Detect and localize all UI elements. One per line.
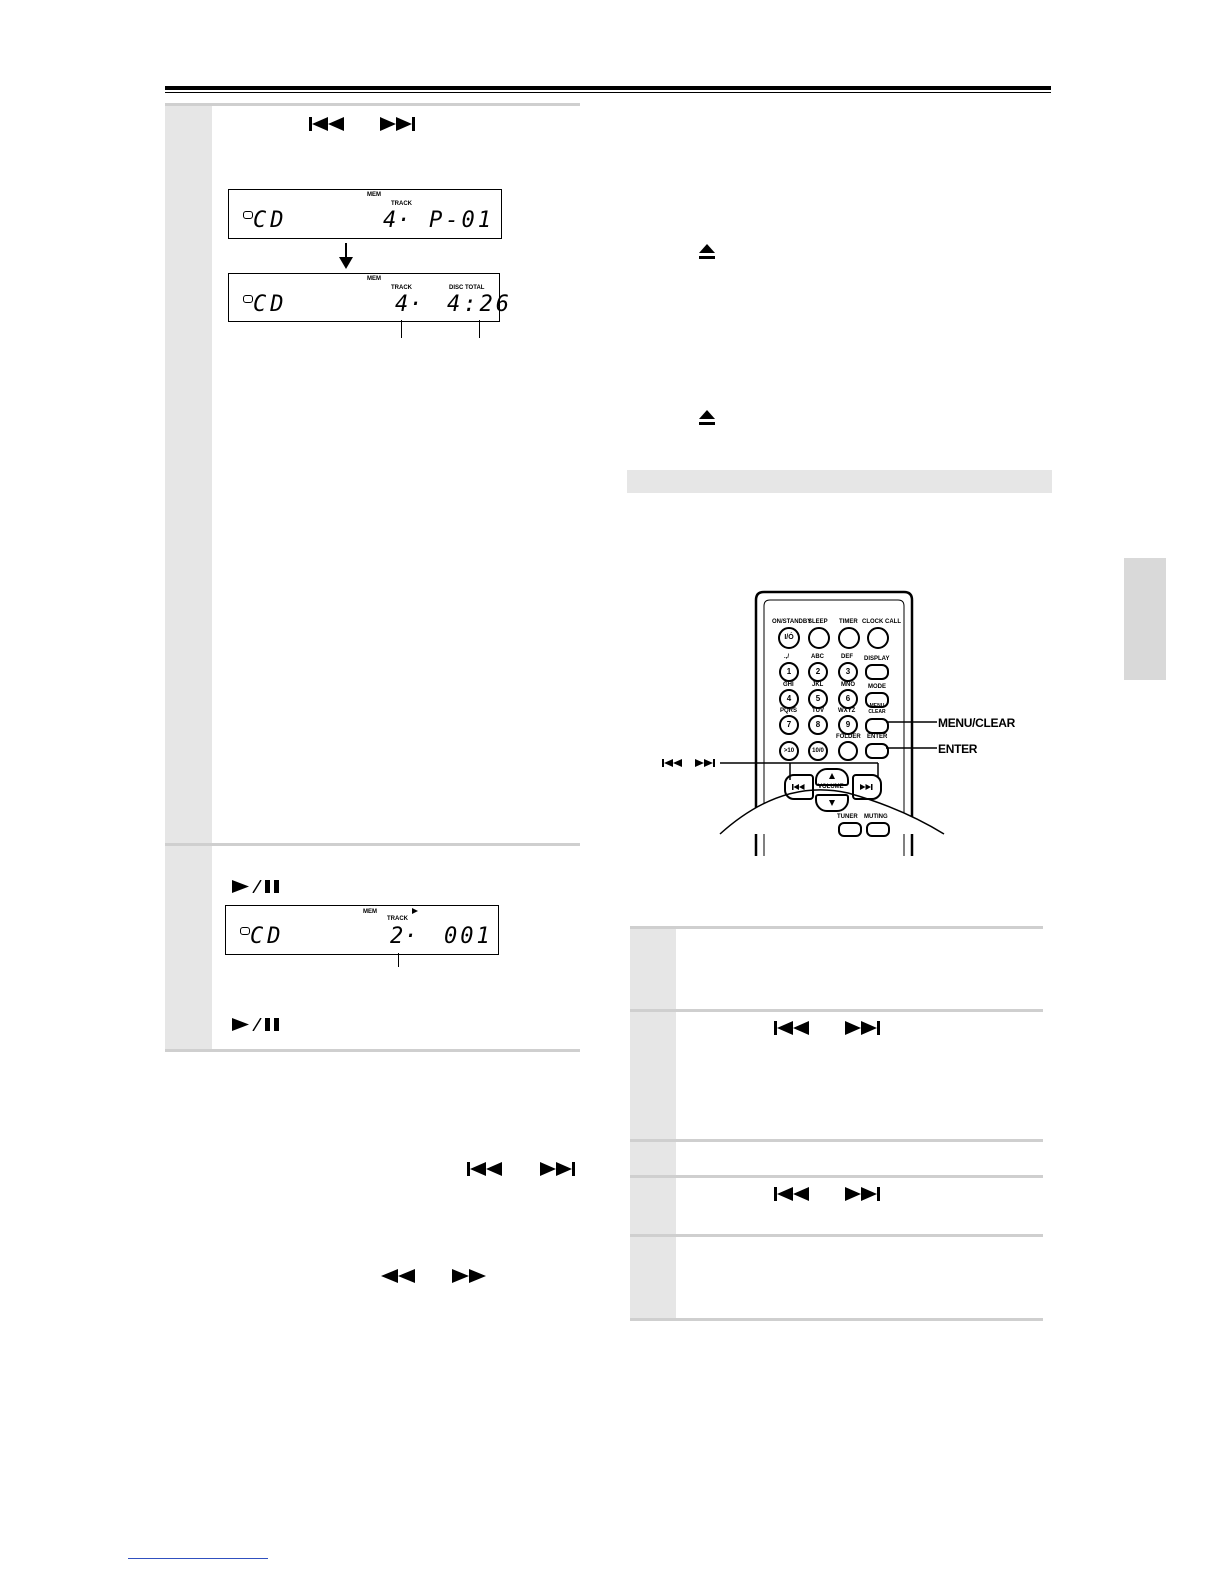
folder-label: FOLDER	[836, 734, 861, 740]
sleep-label: SLEEP	[808, 619, 828, 625]
key-6-button[interactable]: 6	[838, 689, 858, 709]
menu-clear-label: MENU CLEAR	[868, 703, 886, 715]
display-button[interactable]	[865, 664, 889, 680]
footer-link-rule[interactable]	[128, 1558, 268, 1559]
key-letters: MNO	[841, 682, 855, 688]
track-indicator: TRACK	[391, 201, 412, 207]
key-letters: PQRS	[780, 708, 798, 714]
eject-icon	[699, 410, 715, 426]
fast-forward-icon	[452, 1269, 488, 1283]
skip-next-icon	[845, 1187, 881, 1201]
step-rule	[630, 1318, 1043, 1321]
lcd-display-playback: MEM TRACK CD 2 · 001	[225, 905, 499, 955]
callout-tick	[401, 320, 402, 338]
display-label: DISPLAY	[864, 656, 890, 662]
callout-tick	[479, 320, 480, 338]
step-rule	[630, 1175, 1043, 1178]
skip-previous-icon	[467, 1162, 505, 1176]
callout-lines	[660, 716, 950, 798]
key-plus10-button[interactable]: >10	[779, 741, 799, 761]
source-readout: CD	[253, 208, 288, 233]
key-1-button[interactable]: 1	[779, 662, 799, 682]
menu-clear-callout: MENU/CLEAR	[938, 716, 1015, 730]
source-readout: CD	[253, 292, 288, 317]
skip-previous-icon	[774, 1187, 812, 1201]
triangle-down-icon	[829, 800, 835, 806]
counter-readout: 001	[444, 924, 493, 949]
key-10-0-button[interactable]: 10/0	[808, 741, 828, 761]
step-rule-top	[165, 103, 580, 106]
lcd-display-program: MEM TRACK CD 4 · P-01	[228, 189, 502, 239]
sleep-button[interactable]	[808, 627, 830, 649]
key-3-button[interactable]: 3	[838, 662, 858, 682]
step-rule-middle	[165, 843, 580, 846]
callout-tick	[398, 953, 399, 967]
key-letters: JKL	[812, 682, 824, 688]
play-pause-icon	[232, 880, 282, 893]
step-rule	[630, 1009, 1043, 1012]
track-indicator: TRACK	[387, 916, 408, 922]
on-standby-label: ON/STANDBY	[772, 619, 812, 625]
disc-icon	[240, 927, 250, 935]
skip-next-icon	[845, 1021, 881, 1035]
step-number-cell	[630, 929, 676, 1319]
source-readout: CD	[250, 924, 285, 949]
step-rule-bottom	[165, 1049, 580, 1052]
play-indicator-icon	[412, 908, 418, 914]
key-letters: GHI	[783, 682, 794, 688]
lcd-display-total: MEM TRACK DISC TOTAL CD 4 · 4:26	[228, 273, 500, 322]
step-rule	[630, 1234, 1043, 1237]
skip-buttons-callout-icon	[662, 758, 718, 768]
arrow-down-icon	[338, 243, 354, 269]
enter-label: ENTER	[867, 734, 888, 740]
key-letters: DEF	[841, 654, 853, 660]
program-readout: P-01	[429, 208, 494, 233]
key-4-button[interactable]: 4	[779, 689, 799, 709]
key-8-button[interactable]: 8	[808, 715, 828, 735]
key-letters: ABC	[811, 654, 824, 660]
key-letters: TUV	[812, 708, 824, 714]
header-rule-thin	[165, 92, 1051, 93]
skip-previous-icon	[774, 1021, 812, 1035]
skip-next-icon	[380, 117, 416, 131]
step-rule	[630, 1139, 1043, 1142]
track-readout: 2	[390, 924, 407, 949]
tuner-label: TUNER	[837, 814, 858, 820]
timer-label: TIMER	[839, 619, 858, 625]
enter-callout: ENTER	[938, 742, 978, 756]
mem-indicator: MEM	[367, 192, 381, 198]
play-pause-icon	[232, 1018, 282, 1031]
mem-indicator: MEM	[367, 276, 381, 282]
step-number-cell	[165, 106, 212, 845]
volume-label: VOLUME	[818, 784, 844, 790]
chapter-side-tab	[1124, 558, 1166, 680]
section-heading-bar	[627, 470, 1052, 493]
disc-icon	[243, 211, 253, 219]
mem-indicator: MEM	[363, 909, 377, 915]
muting-label: MUTING	[864, 814, 888, 820]
track-readout: 4	[383, 208, 400, 233]
skip-next-icon	[540, 1162, 576, 1176]
key-9-button[interactable]: 9	[838, 715, 858, 735]
timer-button[interactable]	[838, 627, 860, 649]
disc-icon	[243, 295, 253, 303]
key-2-button[interactable]: 2	[808, 662, 828, 682]
key-letters: .,/	[784, 654, 790, 660]
clock-call-label: CLOCK CALL	[862, 619, 901, 625]
mode-label: MODE	[868, 684, 886, 690]
skip-previous-icon	[309, 117, 347, 131]
step-number-cell	[165, 846, 212, 1050]
track-readout: 4	[395, 292, 412, 317]
key-5-button[interactable]: 5	[808, 689, 828, 709]
tuner-button[interactable]	[838, 822, 862, 837]
key-letters: WXYZ	[838, 708, 856, 714]
total-time-readout: 4:26	[447, 292, 512, 317]
eject-icon	[699, 244, 715, 260]
track-indicator: TRACK	[391, 285, 412, 291]
rewind-icon	[381, 1269, 417, 1283]
clock-call-button[interactable]	[867, 627, 889, 649]
muting-button[interactable]	[866, 822, 890, 837]
disc-total-indicator: DISC TOTAL	[449, 285, 485, 291]
header-rule-thick	[165, 86, 1051, 90]
on-standby-button[interactable]: I/Ó	[778, 627, 800, 649]
key-7-button[interactable]: 7	[779, 715, 799, 735]
step-rule	[630, 926, 1043, 929]
